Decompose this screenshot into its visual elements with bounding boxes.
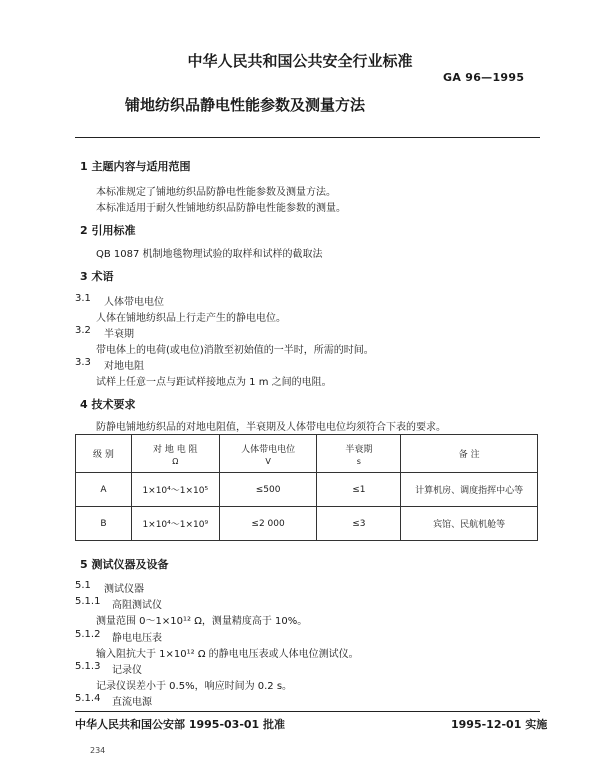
header-resistance: 对 地 电 阻 Ω — [131, 435, 219, 473]
header-divider — [75, 137, 540, 138]
term-3-3-number: 3.3 — [75, 357, 91, 368]
item-5-1-3-name: 记录仪 — [112, 665, 142, 676]
referenced-standard: QB 1087 机制地毯物理试验的取样和试样的截取法 — [96, 249, 323, 260]
cell-halflife: ≤3 — [317, 507, 401, 541]
cell-resistance: 1×10⁴～1×10⁵ — [131, 473, 219, 507]
page-number: 234 — [90, 746, 106, 755]
term-3-2-name: 半衰期 — [104, 329, 134, 340]
item-5-1-2-number: 5.1.2 — [75, 629, 101, 640]
standard-code: GA 96—1995 — [443, 71, 525, 84]
item-5-1-1-number: 5.1.1 — [75, 596, 101, 607]
cell-grade: A — [76, 473, 132, 507]
item-5-1-1-text: 测量范围 0～1×10¹² Ω，测量精度高于 10%。 — [96, 616, 308, 627]
section-1-paragraph-2: 本标准适用于耐久性铺地纺织品防静电性能参数的测量。 — [96, 203, 346, 214]
section-1-paragraph-1: 本标准规定了铺地纺织品防静电性能参数及测量方法。 — [96, 187, 336, 198]
item-5-1-name: 测试仪器 — [104, 584, 144, 595]
table-row — [76, 507, 538, 541]
header-halflife: 半衰期 s — [317, 435, 401, 473]
item-5-1-3-text: 记录仪误差小于 0.5%，响应时间为 0.2 s。 — [96, 681, 293, 692]
term-3-1-number: 3.1 — [75, 293, 91, 304]
cell-resistance: 1×10⁴～1×10⁹ — [131, 507, 219, 541]
header-potential: 人体带电电位 V — [219, 435, 317, 473]
item-5-1-1-name: 高阻测试仪 — [112, 600, 162, 611]
term-3-2-definition: 带电体上的电荷(或电位)消散至初始值的一半时，所需的时间。 — [96, 345, 374, 356]
header-remarks: 备 注 — [401, 435, 538, 473]
section-3-heading: 3 术语 — [80, 270, 114, 283]
item-5-1-number: 5.1 — [75, 580, 91, 591]
requirements-table — [75, 434, 538, 541]
term-3-1-definition: 人体在铺地纺织品上行走产生的静电电位。 — [96, 313, 286, 324]
item-5-1-2-text: 输入阻抗大于 1×10¹² Ω 的静电电压表或人体电位测试仪。 — [96, 649, 359, 660]
header-grade: 级 别 — [76, 435, 132, 473]
item-5-1-4-number: 5.1.4 — [75, 693, 101, 704]
term-3-1-name: 人体带电电位 — [104, 297, 164, 308]
effective-date: 1995-12-01 实施 — [451, 718, 548, 731]
section-4-heading: 4 技术要求 — [80, 398, 136, 411]
header-resistance-unit: Ω — [172, 456, 179, 466]
cell-potential: ≤500 — [219, 473, 317, 507]
item-5-1-2-name: 静电电压表 — [112, 633, 162, 644]
section-5-heading: 5 测试仪器及设备 — [80, 558, 169, 571]
cell-potential: ≤2 000 — [219, 507, 317, 541]
cell-halflife: ≤1 — [317, 473, 401, 507]
term-3-3-definition: 试样上任意一点与距试样接地点为 1 m 之间的电阻。 — [96, 377, 332, 388]
ministry-heading: 中华人民共和国公共安全行业标准 — [187, 52, 413, 70]
term-3-3-name: 对地电阻 — [104, 361, 144, 372]
cell-remarks: 宾馆、民航机舱等 — [401, 507, 538, 541]
cell-grade: B — [76, 507, 132, 541]
section-2-heading: 2 引用标准 — [80, 224, 136, 237]
item-5-1-4-name: 直流电源 — [112, 697, 152, 708]
section-4-intro: 防静电铺地纺织品的对地电阻值，半衰期及人体带电电位均须符合下表的要求。 — [96, 422, 446, 433]
footer-divider — [75, 711, 540, 712]
term-3-2-number: 3.2 — [75, 325, 91, 336]
header-halflife-unit: s — [356, 456, 361, 466]
section-1-heading: 1 主题内容与适用范围 — [80, 160, 191, 173]
table-row — [76, 473, 538, 507]
header-potential-unit: V — [265, 456, 271, 466]
table-header-row — [76, 435, 538, 473]
approval-line: 中华人民共和国公安部 1995-03-01 批准 — [75, 718, 286, 731]
cell-remarks: 计算机房、调度指挥中心等 — [401, 473, 538, 507]
item-5-1-3-number: 5.1.3 — [75, 661, 101, 672]
document-title: 铺地纺织品静电性能参数及测量方法 — [125, 96, 366, 114]
